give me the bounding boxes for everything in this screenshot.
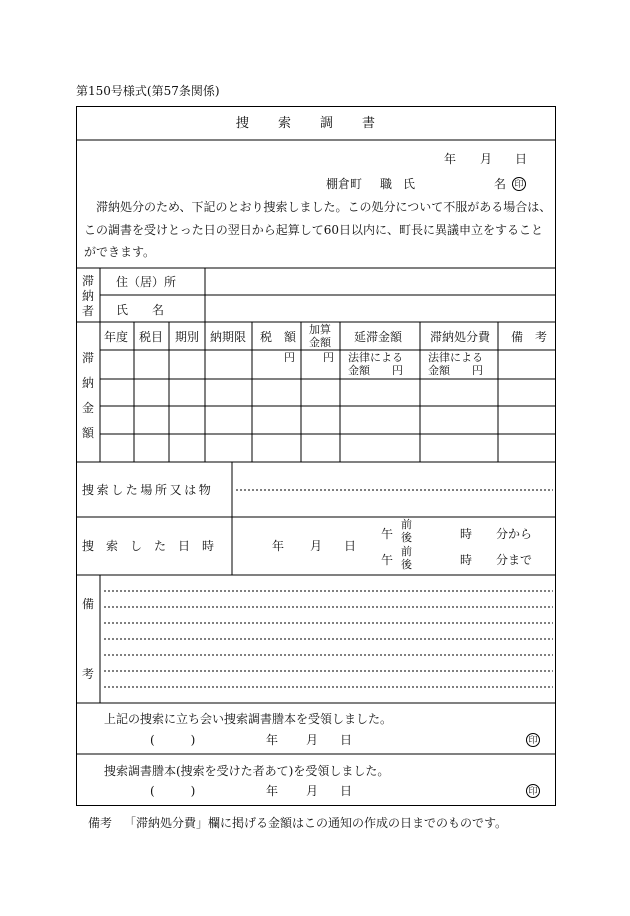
- witness-seal-icon: 印: [526, 733, 540, 747]
- witness-month-label: 月: [306, 733, 319, 747]
- position-label: 職: [380, 177, 393, 191]
- address-label: 住（居）所: [116, 275, 177, 289]
- witness-year-label: 年: [266, 733, 279, 747]
- form-title: 捜 索 調 書: [236, 116, 377, 131]
- col-header-surcharge-2: 金額: [309, 336, 331, 349]
- disposal-note-2: 金額 円: [428, 364, 483, 377]
- until-noon-label: 午: [381, 553, 394, 567]
- search-day-label: 日: [344, 539, 357, 553]
- col-header-tax-amount: 税 額: [260, 330, 297, 344]
- from-noon-label: 午: [381, 527, 394, 541]
- witness-day-label: 日: [340, 733, 353, 747]
- delinquent-side-label: 滞納者: [81, 274, 94, 318]
- col-header-tax-item: 税目: [139, 330, 164, 344]
- col-header-surcharge-1: 加算: [309, 323, 331, 336]
- receipt-month-label: 月: [306, 784, 319, 798]
- until-hour-label: 時: [460, 553, 473, 567]
- receipt-statement: 捜索調書謄本(捜索を受けた者あて)を受領しました。: [104, 764, 390, 778]
- official-seal-icon: 印: [512, 177, 526, 191]
- disposal-note-1: 法律による: [428, 351, 483, 364]
- amount-side-label: 滞納金額: [81, 351, 94, 440]
- search-datetime-label: 捜 索 し た 日 時: [82, 539, 215, 553]
- receipt-day-label: 日: [340, 784, 353, 798]
- col-header-remarks: 備 考: [511, 330, 548, 344]
- until-am-label: 前: [401, 545, 412, 558]
- from-am-label: 前: [401, 518, 412, 531]
- col-header-due-date: 納期限: [210, 330, 247, 344]
- from-minute-label: 分から: [496, 527, 533, 541]
- name-label: 名: [494, 177, 507, 191]
- date-month-label: 月: [480, 152, 493, 166]
- late-fee-note-1: 法律による: [348, 351, 403, 364]
- search-place-label: 捜索した場所又は物: [82, 483, 214, 497]
- footnote-label: 備考: [88, 816, 113, 830]
- remarks-label-bottom: 考: [82, 667, 95, 681]
- tax-yen-unit: 円: [284, 351, 295, 364]
- col-header-year: 年度: [104, 330, 129, 344]
- col-header-installment: 期別: [175, 330, 200, 344]
- until-pm-label: 後: [401, 558, 412, 571]
- col-header-late-fee: 延滞金額: [354, 330, 403, 344]
- surcharge-yen-unit: 円: [323, 351, 334, 364]
- search-year-label: 年: [272, 539, 285, 553]
- receipt-year-label: 年: [266, 784, 279, 798]
- receipt-seal-icon: 印: [526, 784, 540, 798]
- notice-text: 滞納処分のため、下記のとおり捜索しました。この処分について不服がある場合は、この調書を受けとった日の翌日から起算して60日以内に、町長に異議申立をすることができます。: [84, 200, 552, 259]
- form-number: 第150号様式(第57条関係): [76, 84, 220, 98]
- late-fee-note-2: 金額 円: [348, 364, 403, 377]
- from-hour-label: 時: [460, 527, 473, 541]
- receipt-paren: ( ): [150, 784, 196, 798]
- date-year-label: 年: [444, 152, 457, 166]
- from-pm-label: 後: [401, 531, 412, 544]
- until-minute-label: 分まで: [496, 553, 533, 567]
- witness-paren: ( ): [150, 733, 196, 747]
- footnote-text: 「滞納処分費」欄に掲げる金額はこの通知の作成の日までのものです。: [124, 816, 508, 830]
- surname-label: 氏: [403, 177, 416, 191]
- witness-statement: 上記の捜索に立ち会い捜索調書謄本を受領しました。: [104, 712, 393, 726]
- name-field-label: 氏 名: [116, 303, 165, 317]
- search-month-label: 月: [310, 539, 323, 553]
- date-day-label: 日: [515, 152, 528, 166]
- remarks-label-top: 備: [82, 597, 95, 611]
- col-header-disposal-cost: 滞納処分費: [430, 330, 491, 344]
- town-name: 棚倉町: [326, 177, 363, 191]
